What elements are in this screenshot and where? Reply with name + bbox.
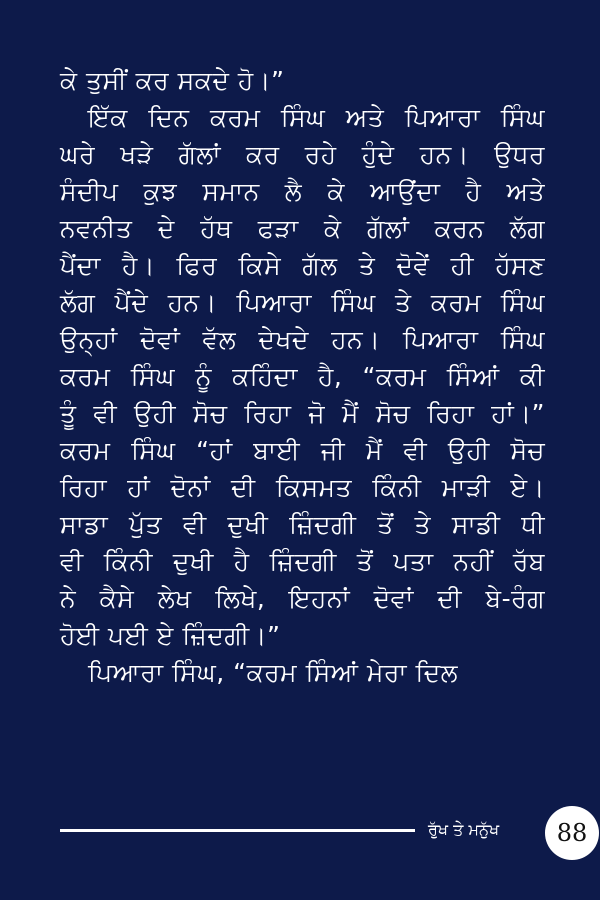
footer-book-title: ਰੁੱਖ ਤੇ ਮਨੁੱਖ [428,820,500,839]
text-line: ਸਾਡਾ ਪੁੱਤ ਵੀ ਦੁਖੀ ਜ਼ਿੰਦਗੀ ਤੋਂ ਤੇ ਸਾਡੀ ਧੀ [60,510,545,539]
text-line: ਉਨ੍ਹਾਂ ਦੋਵਾਂ ਵੱਲ ਦੇਖਦੇ ਹਨ। ਪਿਆਰਾ ਸਿੰਘ [60,325,545,354]
text-line: ਘਰੇ ਖੜੇ ਗੱਲਾਂ ਕਰ ਰਹੇ ਹੁੰਦੇ ਹਨ। ਉਧਰ [60,140,545,169]
text-line: ਕਰਮ ਸਿੰਘ ਨੂੰ ਕਹਿੰਦਾ ਹੈ, “ਕਰਮ ਸਿੰਆਂ ਕੀ [60,362,545,391]
text-line: ਪੈਂਦਾ ਹੈ। ਫਿਰ ਕਿਸੇ ਗੱਲ ਤੇ ਦੋਵੇਂ ਹੀ ਹੱਸਣ [60,251,545,280]
text-line: ਤੂੰ ਵੀ ਉਹੀ ਸੋਚ ਰਿਹਾ ਜੋ ਮੈਂ ਸੋਚ ਰਿਹਾ ਹਾਂ।” [60,399,545,428]
text-line: ਸੰਦੀਪ ਕੁਝ ਸਮਾਨ ਲੈ ਕੇ ਆਉਂਦਾ ਹੈ ਅਤੇ [60,177,545,206]
page-number-badge [545,806,599,860]
text-line: ਪਿਆਰਾ ਸਿੰਘ, “ਕਰਮ ਸਿੰਆਂ ਮੇਰਾ ਦਿਲ [88,658,459,687]
body-text [60,62,545,691]
text-line: ਇੱਕ ਦਿਨ ਕਰਮ ਸਿੰਘ ਅਤੇ ਪਿਆਰਾ ਸਿੰਘ [88,103,545,132]
text-line: ਰਿਹਾ ਹਾਂ ਦੋਨਾਂ ਦੀ ਕਿਸਮਤ ਕਿੰਨੀ ਮਾੜੀ ਏ। [60,473,545,502]
text-line: ਕਰਮ ਸਿੰਘ “ਹਾਂ ਬਾਈ ਜੀ ਮੈਂ ਵੀ ਉਹੀ ਸੋਚ [60,436,545,465]
page-number: 88 [556,819,588,847]
text-line: ਲੱਗ ਪੈਂਦੇ ਹਨ। ਪਿਆਰਾ ਸਿੰਘ ਤੇ ਕਰਮ ਸਿੰਘ [60,288,545,317]
text-line: ਹੋਈ ਪਈ ਏ ਜ਼ਿੰਦਗੀ।” [60,621,281,650]
text-line: ਨੇ ਕੈਸੇ ਲੇਖ ਲਿਖੇ, ਇਹਨਾਂ ਦੋਵਾਂ ਦੀ ਬੇ-ਰੰਗ [60,584,545,613]
text-line: ਕੇ ਤੁਸੀਂ ਕਰ ਸਕਦੇ ਹੋ।” [60,66,285,95]
text-line: ਨਵਨੀਤ ਦੇ ਹੱਥ ਫੜਾ ਕੇ ਗੱਲਾਂ ਕਰਨ ਲੱਗ [60,214,545,243]
footer-divider [60,829,415,832]
text-line: ਵੀ ਕਿੰਨੀ ਦੁਖੀ ਹੈ ਜ਼ਿੰਦਗੀ ਤੋਂ ਪਤਾ ਨਹੀਂ ਰੱਬ [60,547,545,576]
